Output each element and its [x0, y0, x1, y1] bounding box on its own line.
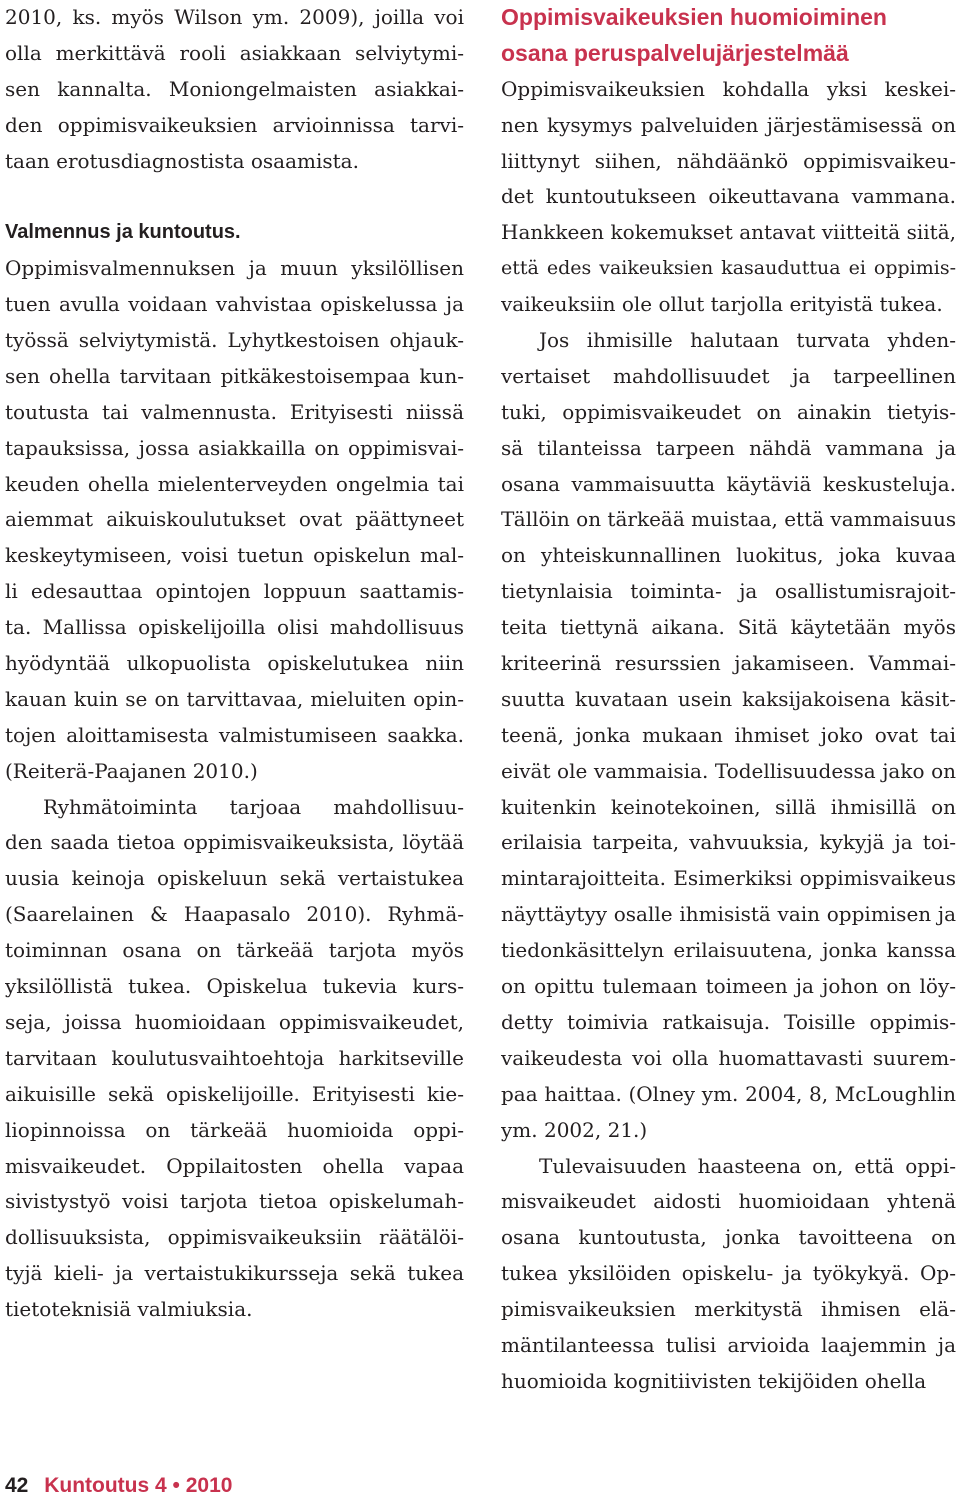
- left-column: [5, 0, 464, 1328]
- text-line: osana vammaisuutta käytäviä keskusteluja.: [501, 471, 956, 496]
- text-line: Tulevaisuuden haasteena on, että oppi-: [539, 1153, 956, 1178]
- text-line: huomioida kognitiivisten tekijöiden ohella: [501, 1368, 927, 1393]
- text-line: on yhteiskunnallinen luokitus, joka kuvaa: [501, 543, 956, 568]
- text-line: sen ohella tarvitaan pitkäkestoisempaa kun-: [5, 363, 464, 388]
- text-line: kriteerinä resurssien jakamiseen. Vammai-: [501, 651, 956, 676]
- text-line: hyödyntää ulkopuolista opiskelutukea niin: [5, 651, 464, 676]
- text-line: (Saarelainen & Haapasalo 2010). Ryhmä-: [5, 902, 464, 927]
- section-title-line: osana peruspalvelujärjestelmää: [501, 39, 849, 66]
- text-line: tietoteknisiä valmiuksia.: [5, 1297, 253, 1322]
- text-line: paa haittaa. (Olney ym. 2004, 8, McLoughlin: [501, 1081, 956, 1106]
- paragraph: [501, 72, 956, 323]
- text-line: den oppimisvaikeuksien arvioinnissa tarvi-: [5, 112, 464, 137]
- text-line: vaikeuksiin ole ollut tarjolla erityistä tukea.: [501, 292, 943, 317]
- text-line: sivistystyö voisi tarjota tietoa opiskelumah-: [5, 1189, 464, 1214]
- text-line: tuen avulla voidaan vahvistaa opiskelussa ja: [5, 292, 464, 317]
- text-line: detty toimivia ratkaisuja. Toisille oppimis-: [501, 1009, 956, 1034]
- text-line: vaikeudesta voi olla huomattavasti suurem-: [501, 1045, 956, 1070]
- text-line: liopinnoissa on tärkeää huomioida oppi-: [5, 1117, 464, 1142]
- text-line: misvaikeudet. Oppilaitosten ohella vapaa: [5, 1153, 464, 1178]
- text-line: den saada tietoa oppimisvaikeuksista, löytää: [5, 830, 464, 855]
- text-line: keskeytymiseen, voisi tuetun opiskelun mal-: [5, 543, 464, 568]
- right-column: [501, 0, 956, 1400]
- text-line: aikuisille sekä opiskelijoille. Erityisesti kie-: [5, 1081, 464, 1106]
- text-line: 2010, ks. myös Wilson ym. 2009), joilla voi: [5, 5, 464, 29]
- text-line: taan erotusdiagnostista osaamista.: [5, 148, 359, 173]
- text-line: tiedonkäsittelyn erilaisuutena, jonka kanssa: [501, 938, 956, 963]
- text-line: yksilöllistä tukea. Opiskelua tukevia kurs-: [5, 974, 464, 999]
- text-line: eivät ole vammaisia. Todellisuudessa jako on: [501, 758, 956, 783]
- text-line: että edes vaikeuksien kasauduttua ei oppimis-: [501, 257, 956, 280]
- text-line: tapauksissa, jossa asiakkailla on oppimisvai-: [5, 435, 464, 460]
- section-heading: Valmennus ja kuntoutus.: [5, 221, 241, 244]
- text-line: liittynyt siihen, nähdäänkö oppimisvaikeu-: [501, 148, 956, 173]
- text-line: Hankkeen kokemukset antavat viitteitä siitä,: [501, 220, 956, 245]
- text-line: suutta kuvataan usein kaksijakoisena käsit-: [501, 686, 956, 711]
- text-line: Jos ihmisille halutaan turvata yhden-: [539, 328, 956, 353]
- text-line: sä tilanteissa tarpeen nähdä vammana ja: [501, 435, 956, 460]
- paragraph: [501, 323, 956, 1148]
- text-line: Ryhmätoiminta tarjoaa mahdollisuu-: [43, 794, 464, 819]
- text-line: mäntilanteessa tulisi arvioida laajemmin ja: [501, 1332, 956, 1357]
- text-line: toiminnan osana on tärkeää tarjota myös: [5, 938, 464, 963]
- paragraph: [5, 251, 464, 789]
- text-line: näyttäytyy osalle ihmisistä vain oppimisen ja: [501, 902, 956, 927]
- text-line: tyjä kieli- ja vertaistukikursseja sekä tukea: [5, 1261, 464, 1286]
- text-line: misvaikeudet aidosti huomioidaan yhtenä: [501, 1189, 956, 1214]
- text-line: keuden ohella mielenterveyden ongelmia tai: [5, 471, 464, 496]
- text-line: tojen aloittamisesta valmistumiseen saakka.: [5, 722, 464, 747]
- section-title-line: Oppimisvaikeuksien huomioiminen: [501, 4, 887, 30]
- text-line: ym. 2002, 21.): [501, 1117, 648, 1142]
- text-line: tarvitaan koulutusvaihtoehtoja harkitseville: [5, 1045, 464, 1070]
- text-line: osana kuntoutusta, jonka tavoitteena on: [501, 1225, 956, 1250]
- text-line: uusia keinoja opiskeluun sekä vertaistukea: [5, 866, 464, 891]
- section-title: [501, 0, 956, 72]
- text-line: seja, joissa huomioidaan oppimisvaikeudet,: [5, 1009, 464, 1034]
- text-line: tuki, oppimisvaikeudet on ainakin tietyis-: [501, 399, 956, 424]
- text-line: pimisvaikeuksien merkitystä ihmisen elä-: [501, 1297, 956, 1322]
- text-line: toutusta tai valmennusta. Erityisesti niissä: [5, 399, 464, 424]
- paragraph: [5, 790, 464, 1328]
- paragraph: [5, 0, 464, 179]
- text-line: nen kysymys palveluiden järjestämisessä on: [501, 112, 956, 137]
- text-line: det kuntoutukseen oikeuttavana vammana.: [501, 184, 956, 209]
- text-line: vertaiset mahdollisuudet ja tarpeellinen: [501, 363, 956, 388]
- text-line: ta. Mallissa opiskelijoilla olisi mahdollisuus: [5, 615, 464, 640]
- text-line: tukea yksilöiden opiskelu- ja työkykyä. Op-: [501, 1261, 956, 1286]
- publication-name: Kuntoutus 4 • 2010: [44, 1474, 233, 1497]
- text-line: on opittu tulemaan toimeen ja johon on löy-: [501, 974, 956, 999]
- text-line: kuitenkin keinotekoinen, sillä ihmisillä on: [501, 794, 956, 819]
- text-line: olla merkittävä rooli asiakkaan selviytymi-: [5, 40, 464, 65]
- text-line: Oppimisvalmennuksen ja muun yksilöllisen: [5, 256, 464, 281]
- text-line: Oppimisvaikeuksien kohdalla yksi keskei-: [501, 76, 956, 101]
- text-line: tietynlaisia toiminta- ja osallistumisrajoit-: [501, 579, 956, 604]
- text-line: aiemmat aikuiskoulutukset ovat päättyneet: [5, 507, 464, 532]
- text-line: kauan kuin se on tarvittavaa, mieluiten opin-: [5, 686, 464, 711]
- text-line: työssä selviytymistä. Lyhytkestoisen ohjauk-: [5, 328, 464, 353]
- text-line: erilaisia tarpeita, vahvuuksia, kykyjä ja toi-: [501, 830, 956, 855]
- text-line: Tällöin on tärkeää muistaa, että vammaisuus: [501, 507, 956, 532]
- text-line: dollisuuksista, oppimisvaikeuksiin räätälöi-: [5, 1225, 464, 1250]
- page-footer: [5, 1470, 232, 1502]
- text-line: mintarajoitteita. Esimerkiksi oppimisvaikeus: [501, 866, 956, 891]
- spacer: [5, 179, 464, 215]
- paragraph: [501, 1149, 956, 1400]
- page-number: 42: [5, 1474, 29, 1497]
- text-line: li edesauttaa opintojen loppuun saattamis-: [5, 579, 464, 604]
- text-line: (Reiterä-Paajanen 2010.): [5, 758, 258, 783]
- text-line: teita tiettynä aikana. Sitä käytetään myös: [501, 615, 956, 640]
- text-line: sen kannalta. Moniongelmaisten asiakkai-: [5, 76, 464, 101]
- text-line: teenä, jonka mukaan ihmiset joko ovat tai: [501, 722, 956, 747]
